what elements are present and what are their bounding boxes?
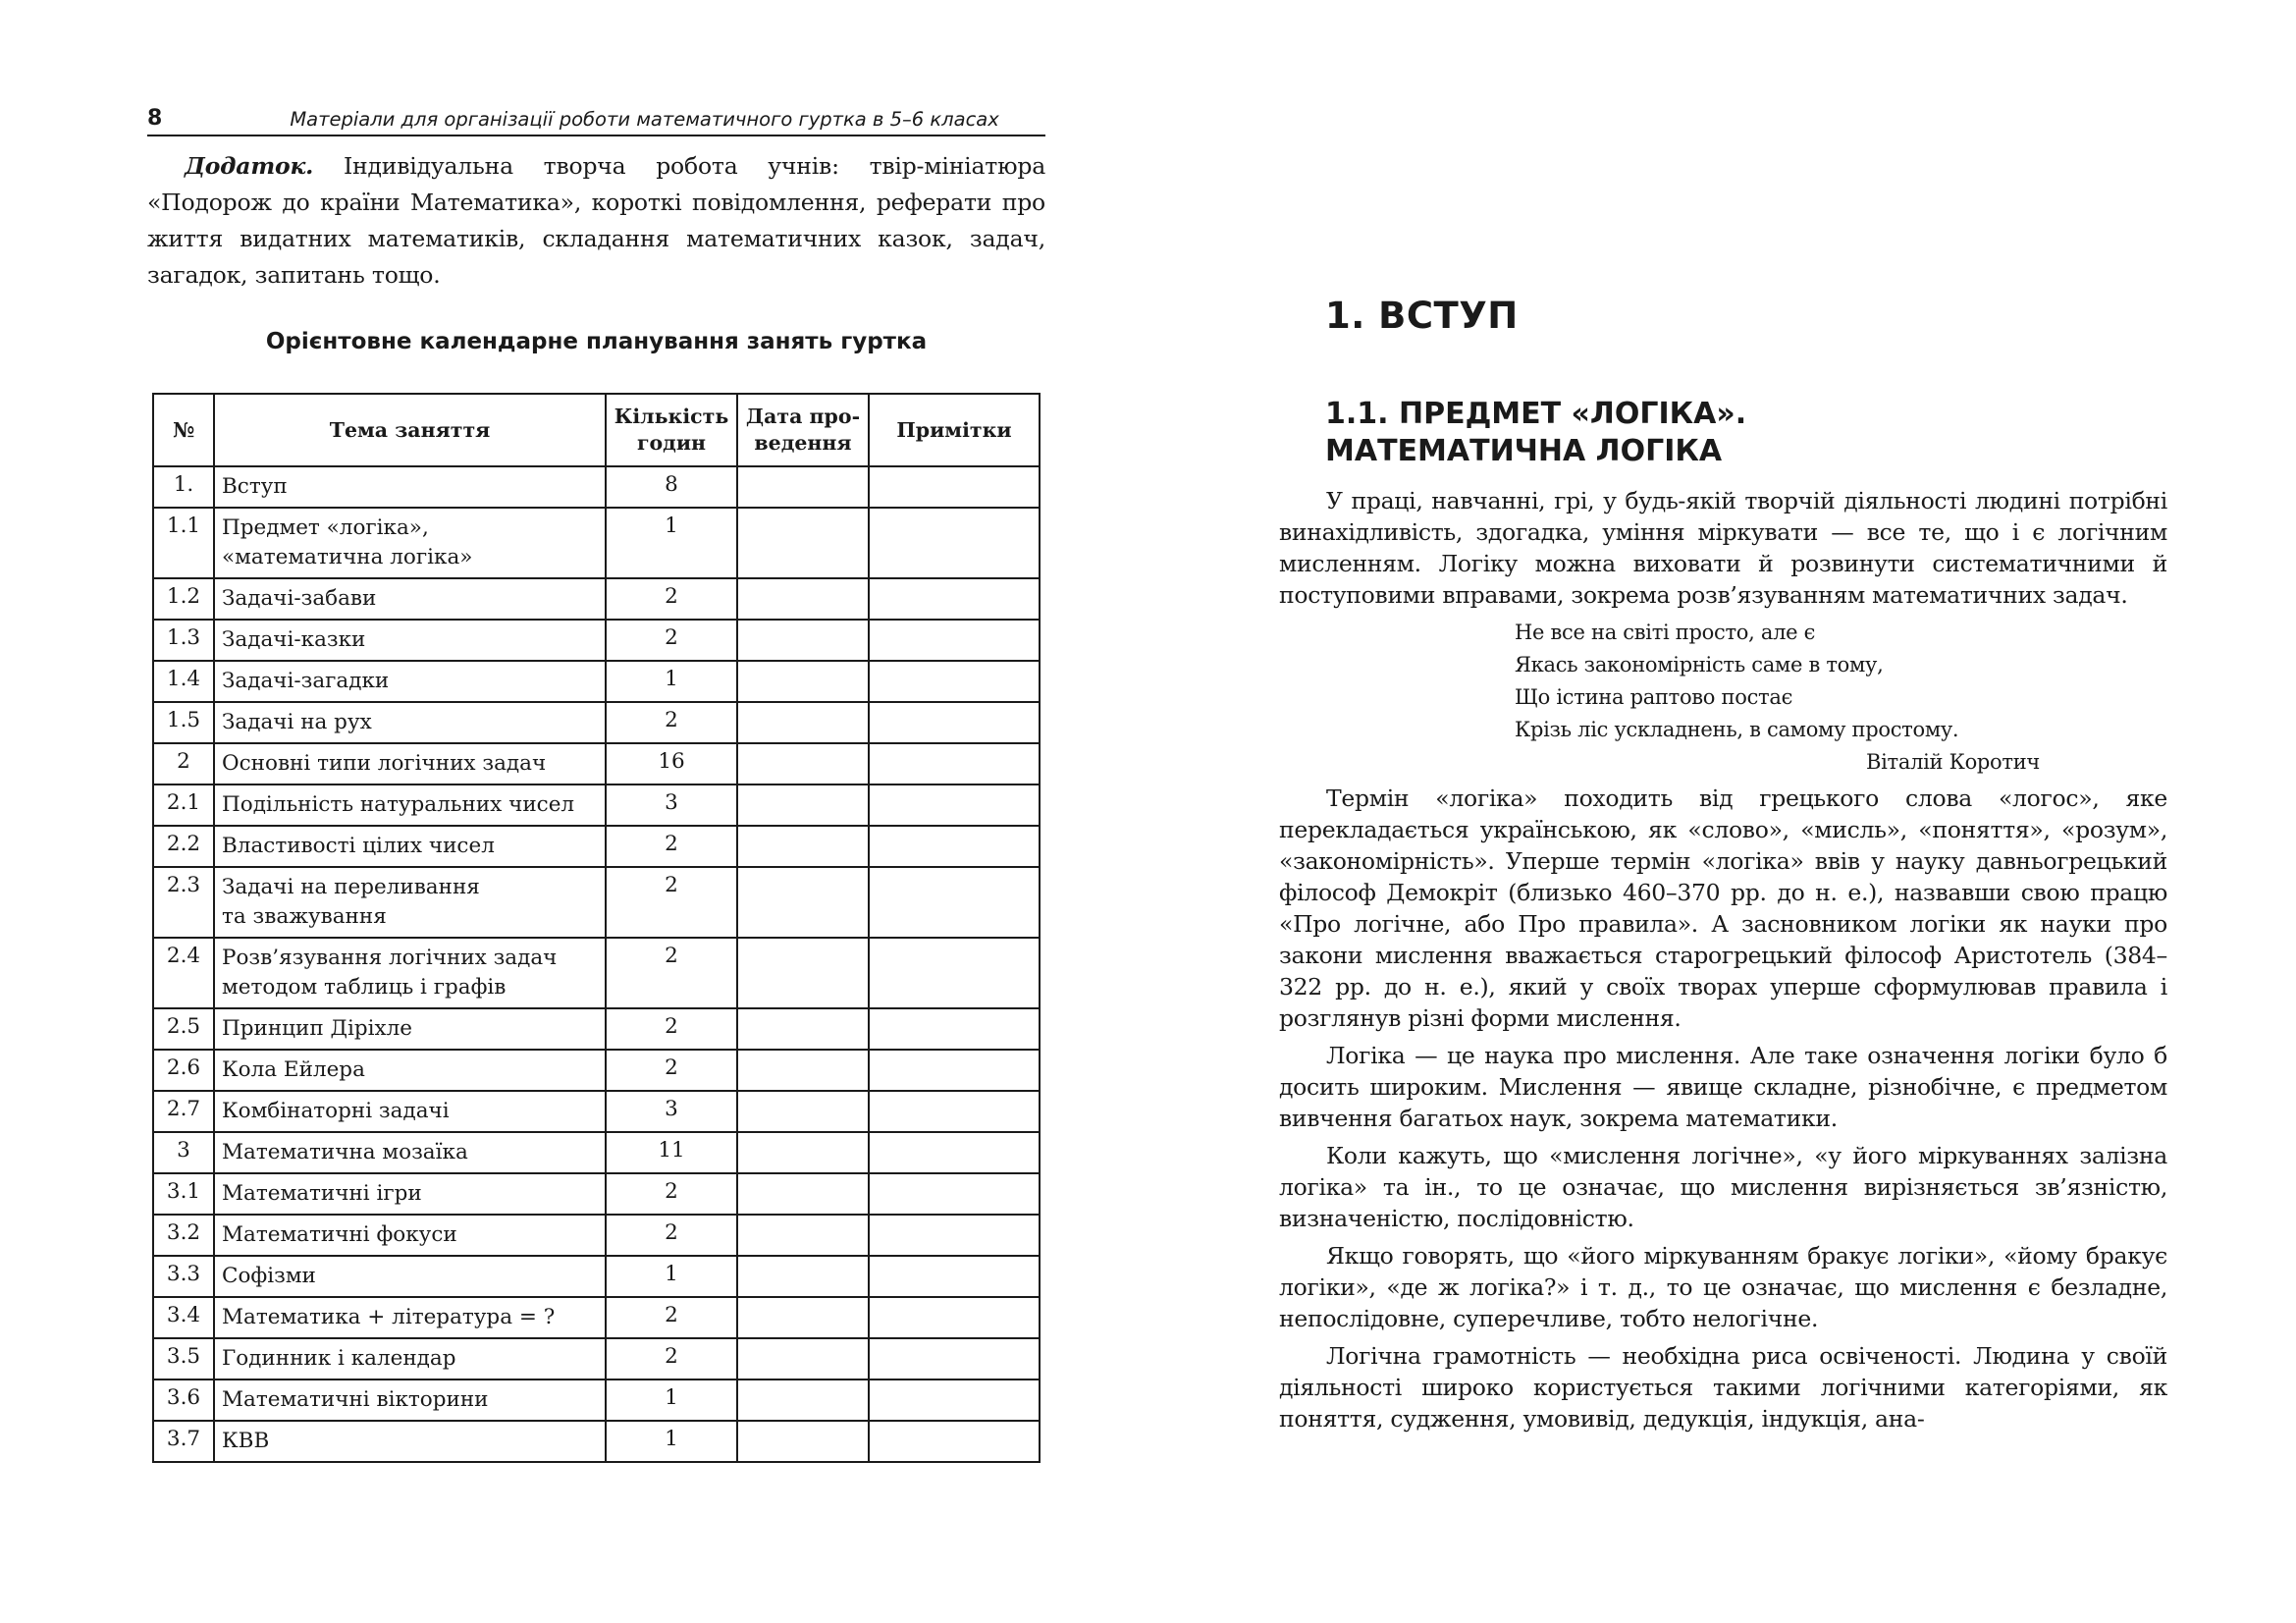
table-row — [153, 1380, 1040, 1421]
row-date — [737, 1297, 869, 1338]
row-notes — [869, 578, 1040, 620]
table-title: Орієнтовне календарне планування занять гуртка — [265, 329, 928, 354]
row-hours: 1 — [606, 1380, 737, 1421]
row-notes — [869, 826, 1040, 867]
row-number: 1.3 — [153, 620, 214, 661]
row-topic-line: Математичні фокуси — [222, 1222, 457, 1247]
row-topic — [214, 620, 606, 661]
row-number: 2.1 — [153, 784, 214, 826]
table-row — [153, 867, 1040, 938]
running-header — [147, 93, 1045, 136]
row-number: 2 — [153, 743, 214, 784]
header-hours: Кількість годин — [606, 394, 737, 466]
row-topic-line: Принцип Діріхле — [222, 1016, 412, 1041]
header-topic: Тема заняття — [214, 394, 606, 466]
row-hours: 1 — [606, 1421, 737, 1462]
row-hours: 2 — [606, 1297, 737, 1338]
table-row — [153, 784, 1040, 826]
row-hours: 2 — [606, 938, 737, 1008]
row-topic — [214, 1297, 606, 1338]
row-date — [737, 1380, 869, 1421]
row-notes — [869, 743, 1040, 784]
page-number: 8 — [147, 106, 163, 131]
row-notes — [869, 867, 1040, 938]
row-notes — [869, 620, 1040, 661]
row-topic — [214, 1256, 606, 1297]
row-number: 2.7 — [153, 1091, 214, 1132]
left-page — [147, 93, 1045, 354]
row-date — [737, 466, 869, 508]
right-page-body — [1279, 485, 2167, 1440]
row-notes — [869, 661, 1040, 702]
table-row — [153, 1050, 1040, 1091]
chapter-heading: 1. ВСТУП — [1325, 295, 1519, 337]
row-hours: 2 — [606, 578, 737, 620]
row-notes — [869, 466, 1040, 508]
row-topic — [214, 1091, 606, 1132]
row-topic-line: Задачі на рух — [222, 710, 372, 734]
row-topic-line: Подільність натуральних чисел — [222, 792, 575, 817]
row-topic — [214, 826, 606, 867]
row-number: 2.3 — [153, 867, 214, 938]
row-date — [737, 1421, 869, 1462]
row-topic — [214, 1173, 606, 1215]
row-topic-line: Кола Ейлера — [222, 1057, 365, 1082]
paragraph-2: Термін «логіка» походить від грецького слова «логос», яке перекладається українською, як «слово», «мисль», «поняття», «розум», «закономірність». Уперше термін «логіка» ввів у науку давньогрецький філософ Демокріт (близько 460–370 рр. до н. е.), назвавши свою працю «Про логічне, або Про правила». А засновником логіки як науки про закони мислення вважається старогрецький філософ Аристотель (384–322 рр. до н. е.), який у своїх творах уперше сформулював правила і розглянув різні форми мислення. — [1279, 784, 2167, 1032]
section-heading: 1.1. ПРЕДМЕТ «ЛОГІКА». МАТЕМАТИЧНА ЛОГІКА — [1325, 397, 1747, 468]
row-date — [737, 938, 869, 1008]
row-notes — [869, 1421, 1040, 1462]
paragraph-3: Логіка — це наука про мислення. Але таке означення логіки було б досить широким. Мислення — явище складне, різнобічне, є предметом вивчення багатьох наук, зокрема математики. — [1279, 1042, 2167, 1132]
row-hours: 2 — [606, 620, 737, 661]
row-date — [737, 826, 869, 867]
row-hours: 2 — [606, 1338, 737, 1380]
row-topic — [214, 578, 606, 620]
row-hours: 2 — [606, 702, 737, 743]
row-number: 3.2 — [153, 1215, 214, 1256]
row-notes — [869, 784, 1040, 826]
table-row — [153, 620, 1040, 661]
row-topic — [214, 938, 606, 1008]
row-topic-line: Задачі-казки — [222, 627, 366, 652]
row-topic-line: Математична мозаїка — [222, 1140, 468, 1164]
row-topic-line: Софізми — [222, 1264, 316, 1288]
row-date — [737, 620, 869, 661]
addendum-text: Індивідуальна творча робота учнів: твір-мініатюра «Подорож до країни Математика», короткі повідомлення, реферати про життя видатних математиків, складання математичних казок, задач, загадок, запитань тощо. — [147, 152, 1045, 289]
row-topic — [214, 702, 606, 743]
row-topic — [214, 1380, 606, 1421]
header-number: № — [153, 394, 214, 466]
schedule-table — [152, 393, 1041, 1463]
row-date — [737, 1338, 869, 1380]
header-date: Дата про- ведення — [737, 394, 869, 466]
row-hours: 3 — [606, 784, 737, 826]
row-topic — [214, 743, 606, 784]
table-row — [153, 661, 1040, 702]
row-date — [737, 661, 869, 702]
row-date — [737, 1173, 869, 1215]
table-row — [153, 1132, 1040, 1173]
row-notes — [869, 1338, 1040, 1380]
row-hours: 2 — [606, 826, 737, 867]
row-topic — [214, 1050, 606, 1091]
row-date — [737, 508, 869, 578]
row-hours: 3 — [606, 1091, 737, 1132]
row-topic-line: Розв’язування логічних задач — [222, 946, 558, 970]
row-number: 3.3 — [153, 1256, 214, 1297]
header-notes: Примітки — [869, 394, 1040, 466]
row-number: 1.1 — [153, 508, 214, 578]
row-notes — [869, 1050, 1040, 1091]
table-row — [153, 508, 1040, 578]
row-number: 3.4 — [153, 1297, 214, 1338]
row-topic-line: Математичні ігри — [222, 1181, 422, 1206]
table-header-row — [153, 394, 1040, 466]
poem-line: Що істина раптово постає — [1515, 685, 1793, 709]
row-date — [737, 1050, 869, 1091]
row-topic-line: Математика + література = ? — [222, 1305, 556, 1329]
row-date — [737, 578, 869, 620]
row-topic — [214, 466, 606, 508]
epigraph-poem — [1515, 617, 2167, 779]
poem-author: Віталій Коротич — [1866, 750, 2040, 774]
row-date — [737, 1008, 869, 1050]
row-topic-line: Годинник і календар — [222, 1346, 456, 1371]
row-topic-line: Задачі-загадки — [222, 669, 390, 693]
row-topic-line: Властивості цілих чисел — [222, 834, 495, 858]
row-topic-line: КВВ — [222, 1429, 270, 1453]
paragraph-6: Логічна грамотність — необхідна риса освіченості. Людина у своїй діяльності широко користується такими логічними категоріями, як поняття, судження, умовивід, дедукція, індукція, ана- — [1279, 1342, 2167, 1433]
table-row — [153, 1338, 1040, 1380]
row-topic-line: Математичні вікторини — [222, 1387, 489, 1412]
addendum-lead: Додаток. — [185, 152, 314, 180]
table-row — [153, 1297, 1040, 1338]
row-notes — [869, 938, 1040, 1008]
table-row — [153, 1421, 1040, 1462]
row-topic-line: методом таблиць і графів — [222, 975, 507, 1000]
row-notes — [869, 1132, 1040, 1173]
row-hours: 2 — [606, 1173, 737, 1215]
row-hours: 16 — [606, 743, 737, 784]
row-hours: 2 — [606, 867, 737, 938]
row-topic — [214, 867, 606, 938]
row-topic-line: Предмет «логіка», — [222, 515, 429, 540]
row-date — [737, 1091, 869, 1132]
row-topic-line: Задачі на переливання — [222, 875, 480, 899]
row-hours: 1 — [606, 661, 737, 702]
row-number: 3.1 — [153, 1173, 214, 1215]
row-notes — [869, 1215, 1040, 1256]
row-date — [737, 1132, 869, 1173]
row-date — [737, 784, 869, 826]
poem-line: Крізь ліс ускладнень, в самому простому. — [1515, 718, 1959, 741]
row-number: 1.5 — [153, 702, 214, 743]
row-topic — [214, 1338, 606, 1380]
row-date — [737, 1215, 869, 1256]
row-topic — [214, 1215, 606, 1256]
table-body — [153, 466, 1040, 1462]
row-hours: 2 — [606, 1008, 737, 1050]
row-notes — [869, 1091, 1040, 1132]
row-number: 3 — [153, 1132, 214, 1173]
row-number: 2.5 — [153, 1008, 214, 1050]
row-date — [737, 702, 869, 743]
paragraph-5: Якщо говорять, що «його міркуванням бракує логіки», «йому бракує логіки», «де ж логіка?» і т. д., то це означає, що мислення є безладне, непослідовне, суперечливе, тобто нелогічне. — [1279, 1242, 2167, 1332]
row-hours: 11 — [606, 1132, 737, 1173]
poem-line: Якась закономірність саме в тому, — [1515, 653, 1884, 676]
running-header-title: Матеріали для організації роботи математичного гуртка в 5–6 класах — [290, 108, 999, 131]
row-number: 1.2 — [153, 578, 214, 620]
row-topic-line: Основні типи логічних задач — [222, 751, 547, 776]
row-topic-line: Комбінаторні задачі — [222, 1099, 450, 1123]
table-row — [153, 1215, 1040, 1256]
row-number: 1. — [153, 466, 214, 508]
table-row — [153, 938, 1040, 1008]
poem-line: Не все на світі просто, але є — [1515, 621, 1816, 644]
row-hours: 1 — [606, 1256, 737, 1297]
paragraph-1: У праці, навчанні, грі, у будь-якій творчій діяльності людині потрібні винахідливість, здогадка, уміння міркувати — все те, що і є логічним мисленням. Логіку можна виховати й розвинути систематичними й поступовими вправами, зокрема розв’язуванням математичних задач. — [1279, 487, 2167, 609]
row-topic — [214, 1008, 606, 1050]
row-notes — [869, 1297, 1040, 1338]
row-date — [737, 743, 869, 784]
row-hours: 2 — [606, 1215, 737, 1256]
row-number: 2.4 — [153, 938, 214, 1008]
row-number: 3.5 — [153, 1338, 214, 1380]
table-row — [153, 578, 1040, 620]
row-topic-line: «математична логіка» — [222, 545, 473, 569]
row-number: 2.6 — [153, 1050, 214, 1091]
row-date — [737, 867, 869, 938]
row-topic-line: Вступ — [222, 474, 288, 499]
paragraph-4: Коли кажуть, що «мислення логічне», «у його міркуваннях залізна логіка» та ін., то це означає, що мислення вирізняється зв’язністю, визначеністю, послідовністю. — [1279, 1142, 2167, 1232]
row-topic-line: та зважування — [222, 904, 387, 929]
addendum-paragraph — [147, 148, 1045, 294]
row-number: 3.6 — [153, 1380, 214, 1421]
row-notes — [869, 702, 1040, 743]
row-notes — [869, 1008, 1040, 1050]
row-topic — [214, 508, 606, 578]
row-topic — [214, 1421, 606, 1462]
table-row — [153, 466, 1040, 508]
row-notes — [869, 1380, 1040, 1421]
row-hours: 2 — [606, 1050, 737, 1091]
table-row — [153, 1008, 1040, 1050]
row-topic — [214, 1132, 606, 1173]
row-date — [737, 1256, 869, 1297]
row-topic-line: Задачі-забави — [222, 586, 377, 611]
row-number: 2.2 — [153, 826, 214, 867]
table-row — [153, 743, 1040, 784]
row-notes — [869, 508, 1040, 578]
row-notes — [869, 1173, 1040, 1215]
row-number: 1.4 — [153, 661, 214, 702]
row-number: 3.7 — [153, 1421, 214, 1462]
row-topic — [214, 784, 606, 826]
row-hours: 8 — [606, 466, 737, 508]
table-row — [153, 702, 1040, 743]
row-hours: 1 — [606, 508, 737, 578]
row-topic — [214, 661, 606, 702]
row-notes — [869, 1256, 1040, 1297]
table-row — [153, 826, 1040, 867]
table-row — [153, 1173, 1040, 1215]
table-row — [153, 1256, 1040, 1297]
table-row — [153, 1091, 1040, 1132]
